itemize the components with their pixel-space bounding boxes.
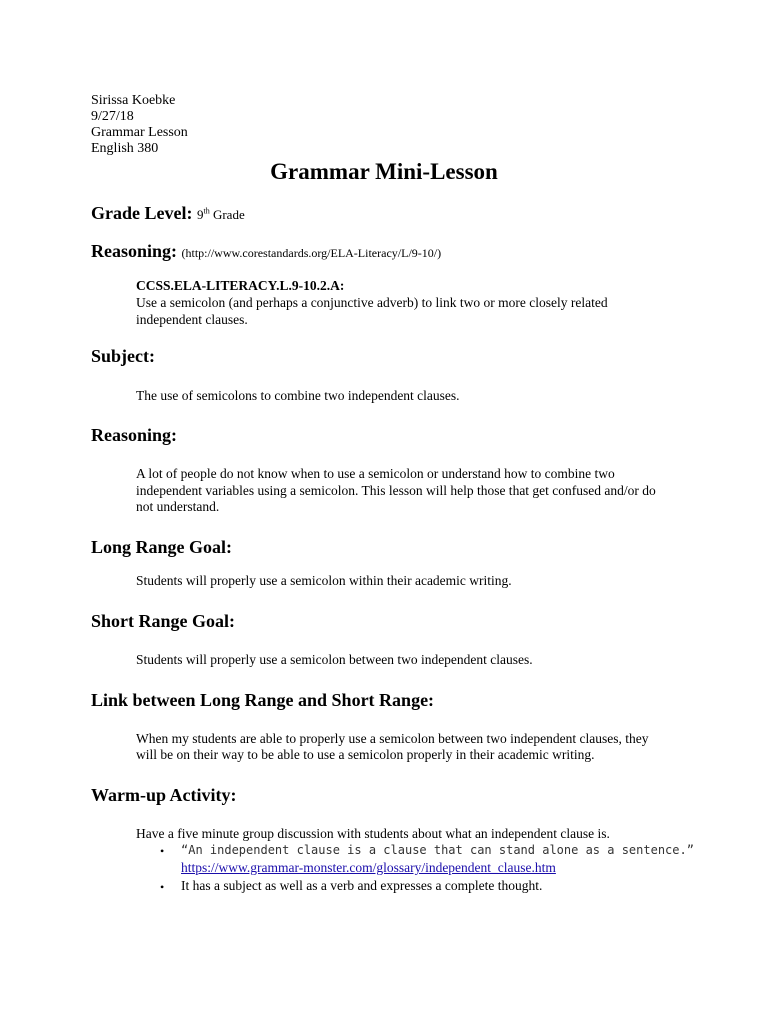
warmup-intro: Have a five minute group discussion with students about what an independent clause is. [136,826,610,841]
standards-source: (http://www.corestandards.org/ELA-Literacy/L/9-10/) [181,246,442,260]
warmup-heading: Warm-up Activity: [91,785,237,805]
reasoning-text-line-3: not understand. [136,499,220,514]
grade-level-heading [91,202,245,226]
reasoning-heading: Reasoning: [91,425,178,445]
author-name: Sirissa Koebke [91,93,176,108]
standard-text-line-1: Use a semicolon (and perhaps a conjunctive adverb) to link two or more closely related [136,295,608,310]
subject-heading: Subject: [91,346,155,366]
reasoning-standard-heading [91,240,441,264]
short-range-goal-heading: Short Range Goal: [91,611,235,631]
grammar-monster-link[interactable]: https://www.grammar-monster.com/glossary/independent_clause.htm [181,860,556,875]
link-section-heading: Link between Long Range and Short Range: [91,690,435,710]
standard-text-line-2: independent clauses. [136,312,248,327]
reasoning-standard-label: Reasoning: [91,241,178,261]
bullet-1-marker: • [160,844,165,858]
reasoning-text-line-1: A lot of people do not know when to use a semicolon or understand how to combine two [136,466,615,481]
link-section-text-line-1: When my students are able to properly use a semicolon between two independent clauses, they [136,731,649,746]
bullet-1-link-line [181,860,701,877]
subject-text: The use of semicolons to combine two independent clauses. [136,388,460,403]
course-name: English 380 [91,141,159,156]
grade-suffix: th [203,206,210,216]
document-date: 9/27/18 [91,109,134,124]
independent-clause-quote: “An independent clause is a clause that can stand alone as a sentence.” [181,843,694,857]
bullet-1-quote [181,842,701,859]
long-range-goal-heading: Long Range Goal: [91,537,233,557]
bullet-2-text: It has a subject as well as a verb and expresses a complete thought. [181,878,543,893]
standard-code: CCSS.ELA-LITERACY.L.9-10.2.A: [136,278,345,293]
long-range-goal-text: Students will properly use a semicolon within their academic writing. [136,573,512,588]
short-range-goal-text: Students will properly use a semicolon between two independent clauses. [136,652,533,667]
grade-level-value [197,207,245,222]
grade-number: 9 [196,207,204,222]
grade-word: Grade [212,207,245,222]
grade-level-label: Grade Level: [91,203,193,223]
reasoning-text-line-2: independent variables using a semicolon. This lesson will help those that get confused and/or do [136,483,656,498]
page-title: Grammar Mini-Lesson [270,159,498,184]
link-section-text-line-2: will be on their way to be able to use a semicolon properly in their academic writing. [136,747,595,762]
bullet-2-marker: • [160,880,165,894]
document-type: Grammar Lesson [91,125,188,140]
